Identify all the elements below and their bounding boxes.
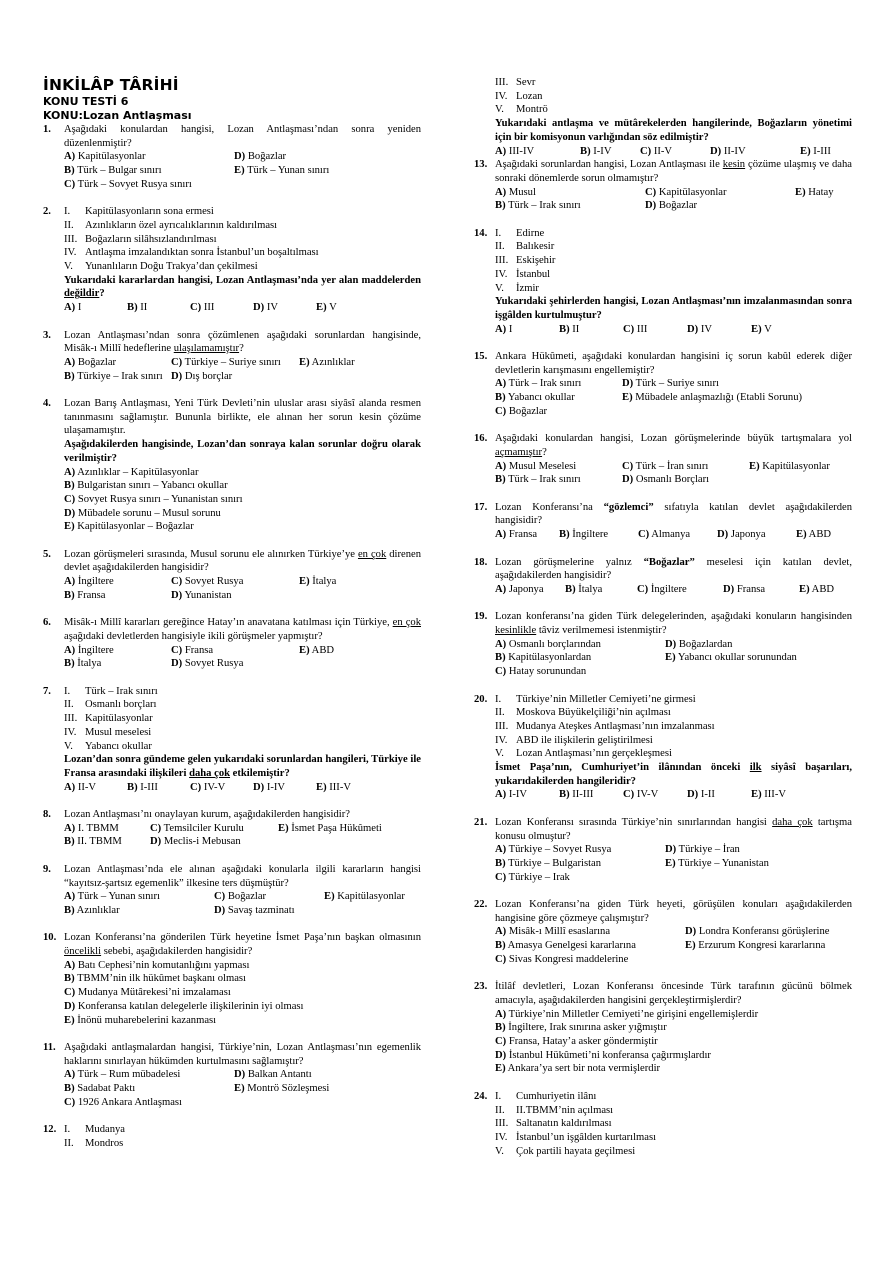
question-23: 23. İtilâf devletleri, Lozan Konferansı öncesinde Türk tarafının gücünü bölmek amacıyla, aşağıdakilerden hangisini gerçekleştirmişlerdir? A) Türkiye’nin Milletler Cemiyeti’ne girişini engellemişlerdir B) İngiltere, Irak sınırına asker yığmıştır C) Fransa, Hatay’a asker göndermiştir D) İstanbul Hükûmeti’ni konferansa çağırmışlardır E) Ankara’ya sert bir nota vermişlerdir	[474, 981, 852, 1075]
option-c[interactable]: C) Boğazlar	[495, 405, 548, 417]
option-b[interactable]: B) Amasya Genelgesi kararlarına	[495, 940, 636, 952]
question-19: 19. Lozan konferansı’na giden Türk delegelerinden, aşağıdaki konuların hangisinden kesinlikle tâviz verilmemesi istenmiştir? A) Osmanlı borçlarından D) Boğazlardan B) Kapitülasyonlardan E) Yabancı okullar sorunundan C) Hatay sorunundan	[474, 611, 852, 678]
option-a[interactable]: A) Boğazlar	[64, 356, 117, 368]
option-d[interactable]: D) II-IV	[710, 145, 746, 157]
roman-item: IV. Antlaşma imzalandıktan sonra İstanbul’un boşaltılması	[64, 247, 319, 259]
roman-item: II. Osmanlı borçları	[64, 699, 157, 711]
option-b[interactable]: B) Fransa	[64, 589, 106, 601]
left-column	[43, 76, 421, 1151]
option-c[interactable]: C) Sovyet Rusya sınırı – Yunanistan sınırı	[64, 493, 243, 505]
option-c[interactable]: C) Mudanya Mütârekesi’ni imzalaması	[64, 987, 231, 999]
roman-item: I. Mudanya	[64, 1124, 126, 1136]
option-d[interactable]: D) Balkan Antantı	[234, 1069, 312, 1081]
option-a[interactable]: A) I-IV	[495, 789, 528, 801]
roman-item: II. Azınlıkların özel ayrıcalıklarının kaldırılması	[64, 219, 278, 231]
option-d[interactable]: D) IV	[687, 323, 713, 335]
option-c[interactable]: C) Fransa	[171, 644, 214, 656]
option-c[interactable]: C) 1926 Ankara Antlaşması	[64, 1096, 183, 1108]
roman-item: III. Sevr	[495, 77, 536, 88]
option-d[interactable]: D) IV	[253, 302, 279, 314]
option-d[interactable]: D) Osmanlı Borçları	[622, 474, 710, 486]
roman-item: V. Yabancı okullar	[64, 740, 152, 752]
question-5: 5. Lozan görüşmeleri sırasında, Musul sorunu ele alınırken Türkiye’ye en çok direnen devlet aşağıdakilerden hangisidir? A) İngiltere C) Sovyet Rusya E) İtalya B) Fransa D) Yunanistan	[43, 548, 421, 601]
roman-item: III. Eskişehir	[495, 255, 556, 267]
option-c[interactable]: C) Sivas Kongresi maddelerine	[495, 953, 629, 965]
topic-line: KONU:Lozan Antlaşması	[43, 109, 192, 122]
option-d[interactable]: D) Boğazlardan	[665, 638, 733, 650]
roman-item: I. Kapitülasyonların sona ermesi	[64, 206, 214, 218]
option-e[interactable]: E) ABD	[799, 583, 835, 595]
roman-item: I. Edirne	[495, 227, 545, 239]
option-e[interactable]: E) İsmet Paşa Hükûmeti	[278, 822, 382, 834]
option-b[interactable]: B) Türk – Bulgar sınırı	[64, 165, 162, 177]
question-3: 3. Lozan Antlaşması’ndan sonra çözümlenen aşağıdaki sorunlardan hangisinde, Misâk-ı Millî hedeflerine ulaşılamamıştır? A) Boğazlar C) Türkiye – Suriye sınırı E) Azınlıklar B) Türkiye – Irak sınırı D) Dış borçlar	[43, 329, 421, 382]
question-16: 16. Aşağıdaki konulardan hangisi, Lozan görüşmelerinde büyük tartışmalara yol açmamıştır? A) Musul Meselesi C) Türk – İran sınırı E) Kapitülasyonlar B) Türk – Irak sınırı D) Osmanlı Borçları	[474, 433, 852, 486]
option-c[interactable]: C) III	[190, 302, 215, 314]
option-e[interactable]: E) İnönü muharebelerini kazanması	[64, 1014, 217, 1026]
option-a[interactable]: A) II-V	[64, 781, 97, 793]
option-c[interactable]: C) Kapitülasyonlar	[645, 186, 727, 198]
option-b[interactable]: B) Sadabat Paktı	[64, 1083, 136, 1095]
option-a[interactable]: A) Batı Cephesi’nin komutanlığını yapması	[64, 959, 250, 971]
question-4: 4. Lozan Barış Antlaşması, Yeni Türk Devleti’nin uluslar arası siyâsî alanda resmen tanınmasını sağlamıştır. Bununla birlikte, ele alınan her sorun kesin çözüme ulaşamamıştır. Aşağıdakilerden hangisinde, Lozan’dan sonraya kalan sorunlar doğru olarak verilmiştir? A) Azınlıklar – Kapitülasyonlar B) Bulgaristan sınırı – Yabancı okullar C) Sovyet Rusya sınırı – Yunanistan sınırı D) Mübadele sorunu – Musul sorunu E) Kapitülasyonlar – Boğazlar	[43, 398, 421, 533]
option-a[interactable]: A) I	[495, 323, 513, 335]
option-d[interactable]: D) İstanbul Hükûmeti’ni konferansa çağırmışlardır	[495, 1049, 711, 1061]
roman-item: V. Lozan Antlaşması’nın gerçekleşmesi	[495, 748, 672, 760]
question-12: 12. I. Mudanya II. Mondros	[43, 1123, 421, 1150]
option-e[interactable]: E) Kapitülasyonlar	[749, 460, 830, 472]
option-c[interactable]: C) Fransa, Hatay’a asker göndermiştir	[495, 1036, 658, 1048]
option-e[interactable]: E) ABD	[796, 529, 832, 541]
option-e[interactable]: E) Ankara’ya sert bir nota vermişlerdir	[495, 1063, 661, 1075]
roman-item: III. Kapitülasyonlar	[64, 713, 153, 725]
roman-item: IV. Lozan	[495, 90, 543, 102]
option-a[interactable]: A) III-IV	[495, 145, 535, 157]
option-a[interactable]: A) Musul	[495, 186, 536, 198]
question-21: 21. Lozan Konferansı sırasında Türkiye’nin sınırlarından hangisi daha çok tartışma konusu olmuştur? A) Türkiye – Sovyet Rusya D) Türkiye – İran B) Türkiye – Bulgaristan E) Türkiye – Yunanistan C) Türkiye – Irak	[474, 816, 852, 883]
option-a[interactable]: A) Türk – Irak sınırı	[495, 378, 582, 390]
option-a[interactable]: A) İngiltere	[64, 644, 114, 656]
option-c[interactable]: C) Temsilciler Kurulu	[150, 822, 244, 834]
option-c[interactable]: C) Sovyet Rusya	[171, 576, 244, 588]
option-c[interactable]: C) Boğazlar	[214, 891, 267, 903]
option-b[interactable]: B) İngiltere	[559, 529, 609, 541]
question-13: 13. Aşağıdaki sorunlardan hangisi, Lozan Antlaşması ile kesin çözüme ulaşmış ve daha sonraki dönemlerde sorun olmamıştır? A) Musul C) Kapitülasyonlar E) Hatay B) Türk – Irak sınırı D) Boğazlar	[474, 159, 852, 212]
question-12-continued: III. Sevr IV. Lozan V. Montrö Yukarıdaki antlaşma ve mütârekelerden hangilerinde, Boğazların yönetimi için bir komisyonun varlığından söz edilmiştir? A) III-IV B) I-IV C) II-V D) II-IV E) I-III	[495, 77, 852, 157]
option-d[interactable]: D) Londra Konferansı görüşlerine	[685, 926, 830, 938]
right-column	[474, 76, 852, 1158]
option-e[interactable]: E) Erzurum Kongresi kararlarına	[685, 940, 826, 952]
option-d[interactable]: D) Sovyet Rusya	[171, 658, 244, 670]
option-a[interactable]: A) I. TBMM	[64, 822, 119, 834]
option-d[interactable]: D) Konferansa katılan delegelerle ilişkilerinin iyi olması	[64, 1000, 304, 1012]
option-e[interactable]: E) III-V	[316, 781, 352, 793]
roman-item: V. Montrö	[495, 104, 548, 116]
option-e[interactable]: E) Azınlıklar	[299, 356, 355, 368]
question-17: 17. Lozan Konferansı’na “gözlemci” sıfatıyla katılan devlet aşağıdakilerden hangisidir? A) Fransa B) İngiltere C) Almanya D) Japonya E) ABD	[474, 501, 853, 541]
option-e[interactable]: E) Yabancı okullar sorunundan	[665, 652, 797, 664]
option-c[interactable]: C) Hatay sorunundan	[495, 666, 587, 678]
roman-item: III. Boğazların silâhsızlandırılması	[64, 233, 217, 245]
option-c[interactable]: C) Türk – Sovyet Rusya sınırı	[64, 178, 192, 190]
option-a[interactable]: A) I	[64, 302, 82, 314]
option-a[interactable]: A) Türk – Rum mübadelesi	[64, 1069, 181, 1081]
question-8: 8. Lozan Antlaşması’nı onaylayan kurum, aşağıdakilerden hangisidir? A) I. TBMM C) Temsilciler Kurulu E) İsmet Paşa Hükûmeti B) II. TBMM D) Meclis-i Mebusan	[43, 808, 421, 849]
option-c[interactable]: C) III	[623, 323, 648, 335]
option-d[interactable]: D) Savaş tazminatı	[214, 904, 295, 916]
option-e[interactable]: E) Mübadele anlaşmazlığı (Etabli Sorunu)	[622, 392, 803, 404]
question-10: 10. Lozan Konferansı’na gönderilen Türk heyetine İsmet Paşa’nın başkan olmasının öncelikli sebebi, aşağıdakilerden hangisidir? A) Batı Cephesi’nin komutanlığını yapması B) TBMM’nin ilk hükûmet başkanı olması C) Mudanya Mütârekesi’ni imzalaması D) Konferansa katılan delegelerle ilişkilerinin iyi olması E) İnönü muharebelerini kazanması	[43, 932, 421, 1026]
roman-item: IV. İstanbul’un işgâlden kurtarılması	[495, 1131, 657, 1143]
option-e[interactable]: E) Türkiye – Yunanistan	[665, 857, 769, 869]
roman-item: II. Moskova Büyükelçiliği’nin açılması	[495, 707, 671, 719]
roman-item: II. Mondros	[64, 1137, 124, 1149]
question-1: 1. Aşağıdaki konulardan hangisi, Lozan Antlaşması’ndan sonra yeniden düzenlenmiştir? A) Kapitülasyonlar D) Boğazlar B) Türk – Bulgar sınırı E) Türk – Yunan sınırı C) Türk – Sovyet Rusya sınırı	[43, 124, 421, 190]
page-title: İNKİLÂP TÂRİHİ	[43, 76, 179, 94]
option-c[interactable]: C) IV-V	[623, 789, 659, 801]
option-a[interactable]: A) Azınlıklar – Kapitülasyonlar	[64, 466, 199, 478]
option-b[interactable]: B) Azınlıklar	[64, 904, 120, 916]
option-a[interactable]: A) İngiltere	[64, 576, 114, 588]
question-11: 11. Aşağıdaki antlaşmalardan hangisi, Türkiye’nin, Lozan Antlaşması’nın egemenlik haklarını sınırlayan hükümden kurtulmasını sağlamıştır? A) Türk – Rum mübadelesi D) Balkan Antantı B) Sadabat Paktı E) Montrö Sözleşmesi C) 1926 Ankara Antlaşması	[43, 1041, 421, 1108]
roman-item: IV. ABD ile ilişkilerin geliştirilmesi	[495, 734, 653, 746]
option-c[interactable]: C) Türk – İran sınırı	[622, 460, 709, 472]
roman-item: III. Mudanya Ateşkes Antlaşması’nın imzalanması	[495, 720, 715, 732]
option-b[interactable]: B) Yabancı okullar	[495, 392, 575, 404]
roman-item: IV. Musul meselesi	[64, 726, 152, 738]
question-22: 22. Lozan Konferansı’na giden Türk heyeti, görüşülen konuları aşağıdakilerden hangisine göre çözmeye çalışmıştır? A) Misâk-ı Millî esaslarına D) Londra Konferansı görüşlerine B) Amasya Genelgesi kararlarına E) Erzurum Kongresi kararlarına C) Sivas Kongresi maddelerine	[474, 899, 852, 965]
option-b[interactable]: B) Kapitülasyonlardan	[495, 652, 592, 664]
roman-item: V. Yunanlıların Doğu Trakya’dan çekilmesi	[64, 261, 258, 273]
option-a[interactable]: A) Osmanlı borçlarından	[495, 638, 601, 650]
roman-item: V. İzmir	[495, 282, 539, 294]
option-b[interactable]: B) I-III	[127, 781, 158, 793]
roman-item: I. Türkiye’nin Milletler Cemiyeti’ne girmesi	[495, 693, 696, 705]
option-b[interactable]: B) Türkiye – Bulgaristan	[495, 857, 602, 869]
roman-item: V. Çok partili hayata geçilmesi	[495, 1145, 636, 1157]
option-e[interactable]: E) ABD	[299, 644, 335, 656]
option-b[interactable]: B) II-III	[559, 789, 594, 801]
option-e[interactable]: E) Montrö Sözleşmesi	[234, 1083, 330, 1095]
option-b[interactable]: B) Türk – Irak sınırı	[495, 200, 581, 212]
roman-item: II. Balıkesir	[495, 241, 555, 253]
option-b[interactable]: B) Bulgaristan sınırı – Yabancı okullar	[64, 480, 228, 492]
question-9: 9. Lozan Antlaşması’nda ele alınan aşağıdaki konularla ilgili kararların hangisi “kayıtsız-şartsız egemenlik” ilkesine ters düşmüştür? A) Türk – Yunan sınırı C) Boğazlar E) Kapitülasyonlar B) Azınlıklar D) Savaş tazminatı	[43, 863, 421, 916]
option-a[interactable]: A) Japonya	[495, 583, 544, 595]
question-14: 14. I. Edirne II. Balıkesir III. Eskişehir IV. İstanbul V. İzmir Yukarıdaki şehirlerden hangisi, Lozan Antlaşması’nın imzalanmasından sonra işgâlden kurtulmuştur? A) I B) II C) III D) IV E) V	[474, 227, 852, 335]
roman-item: III. Saltanatın kaldırılması	[495, 1118, 612, 1130]
option-b[interactable]: B) I-IV	[580, 145, 612, 157]
option-a[interactable]: A) Musul Meselesi	[495, 460, 577, 472]
option-b[interactable]: B) Türk – Irak sınırı	[495, 474, 581, 486]
option-a[interactable]: A) Misâk-ı Millî esaslarına	[495, 926, 611, 938]
option-e[interactable]: E) Hatay	[795, 186, 834, 198]
option-b[interactable]: B) II	[127, 302, 148, 314]
question-24: 24. I. Cumhuriyetin ilânı II. II.TBMM’nin açılması III. Saltanatın kaldırılması IV. İstanbul’un işgâlden kurtarılması V. Çok partili hayata geçilmesi	[474, 1090, 852, 1159]
option-a[interactable]: A) Türkiye’nin Milletler Cemiyeti’ne girişini engellemişlerdir	[495, 1008, 759, 1020]
option-b[interactable]: B) İtalya	[64, 658, 102, 670]
option-d[interactable]: D) Türk – Suriye sınırı	[622, 378, 719, 390]
question-18: 18. Lozan görüşmelerine yalnız “Boğazlar” meselesi için katılan devlet, aşağıdakilerden hangisidir? A) Japonya B) İtalya C) İngiltere D) Fransa E) ABD	[474, 556, 852, 595]
option-c[interactable]: C) IV-V	[190, 781, 226, 793]
option-e[interactable]: E) V	[751, 323, 772, 335]
option-b[interactable]: B) II. TBMM	[64, 836, 122, 848]
option-c[interactable]: C) II-V	[640, 145, 673, 157]
option-a[interactable]: A) Türkiye – Sovyet Rusya	[495, 844, 612, 856]
roman-item: I. Cumhuriyetin ilânı	[495, 1090, 597, 1102]
question-20: 20. I. Türkiye’nin Milletler Cemiyeti’ne girmesi II. Moskova Büyükelçiliği’nin açılması III. Mudanya Ateşkes Antlaşması’nın imzalanması IV. ABD ile ilişkilerin geliştirilmesi V. Lozan Antlaşması’nın gerçekleşmesi İsmet Paşa’nın, Cumhuriyet’in ilânından önceki ilk siyâsî başarıları, yukarıdakilerden hangileridir? A) I-IV B) II-III C) IV-V D) I-II E) III-V	[474, 693, 852, 801]
option-e[interactable]: E) İtalya	[299, 576, 337, 588]
option-b[interactable]: B) İtalya	[565, 583, 603, 595]
question-2: 2. I. Kapitülasyonların sona ermesi II. Azınlıkların özel ayrıcalıklarının kaldırılması III. Boğazların silâhsızlandırılması IV. Antlaşma imzalandıktan sonra İstanbul’un boşaltılması V. Yunanlıların Doğu Trakya’dan çekilmesi Yukarıdaki kararlardan hangisi, Lozan Antlaşması’nda yer alan maddelerden değildir? A) I B) II C) III D) IV E) V	[43, 206, 421, 314]
roman-item: I. Türk – Irak sınırı	[64, 685, 158, 697]
question-15: 15. Ankara Hükûmeti, aşağıdaki konulardan hangisini iç sorun kabûl ederek diğer devletlerin karışmasını engellemiştir? A) Türk – Irak sınırı D) Türk – Suriye sınırı B) Yabancı okullar E) Mübadele anlaşmazlığı (Etabli Sorunu) C) Boğazlar	[474, 351, 852, 417]
question-7: 7. I. Türk – Irak sınırı II. Osmanlı borçları III. Kapitülasyonlar IV. Musul meselesi V. Yabancı okullar Lozan’dan sonra gündeme gelen yukarıdaki sorunlardan hangileri, Türkiye ile Fransa arasındaki ilişkileri daha çok etkilemiştir? A) II-V B) I-III C) IV-V D) I-IV E) III-V	[43, 685, 421, 793]
option-a[interactable]: A) Fransa	[495, 529, 538, 541]
roman-item: IV. İstanbul	[495, 268, 551, 280]
option-c[interactable]: C) İngiltere	[637, 583, 687, 595]
option-d[interactable]: D) I-II	[687, 789, 715, 801]
option-e[interactable]: E) Türk – Yunan sınırı	[234, 165, 330, 177]
option-b[interactable]: B) İngiltere, Irak sınırına asker yığmıştır	[495, 1022, 667, 1034]
option-d[interactable]: D) Boğazlar	[234, 151, 287, 163]
option-b[interactable]: B) TBMM’nin ilk hükûmet başkanı olması	[64, 973, 246, 985]
option-e[interactable]: E) Kapitülasyonlar – Boğazlar	[64, 521, 194, 533]
option-c[interactable]: C) Türkiye – Suriye sınırı	[171, 356, 281, 368]
option-e[interactable]: E) I-III	[800, 145, 831, 157]
option-a[interactable]: A) Kapitülasyonlar	[64, 151, 146, 163]
option-b[interactable]: B) Türkiye – Irak sınırı	[64, 370, 163, 382]
question-6: 6. Misâk-ı Millî kararları gereğince Hatay’ın anavatana katılması için Türkiye, en çok aşağıdaki devletlerden hangisiyle ikili görüşmeler yapmıştır? A) İngiltere C) Fransa E) ABD B) İtalya D) Sovyet Rusya	[43, 617, 421, 670]
roman-item: II. II.TBMM’nin açılması	[495, 1104, 614, 1116]
option-c[interactable]: C) Türkiye – Irak	[495, 871, 570, 883]
option-d[interactable]: D) Dış borçlar	[171, 370, 233, 382]
option-b[interactable]: B) II	[559, 323, 580, 335]
test-label: KONU TESTİ 6	[43, 95, 129, 108]
option-d[interactable]: D) Meclis-i Mebusan	[150, 836, 241, 848]
option-d[interactable]: D) Boğazlar	[645, 200, 698, 212]
option-d[interactable]: D) Mübadele sorunu – Musul sorunu	[64, 507, 221, 519]
option-e[interactable]: E) Kapitülasyonlar	[324, 891, 405, 903]
option-a[interactable]: A) Türk – Yunan sınırı	[64, 891, 160, 903]
option-d[interactable]: D) Japonya	[717, 529, 766, 541]
option-d[interactable]: D) Türkiye – İran	[665, 844, 740, 856]
option-d[interactable]: D) Yunanistan	[171, 589, 232, 601]
option-e[interactable]: E) III-V	[751, 789, 787, 801]
option-d[interactable]: D) I-IV	[253, 781, 286, 793]
option-c[interactable]: C) Almanya	[638, 529, 691, 541]
option-d[interactable]: D) Fransa	[723, 583, 766, 595]
option-e[interactable]: E) V	[316, 302, 337, 314]
